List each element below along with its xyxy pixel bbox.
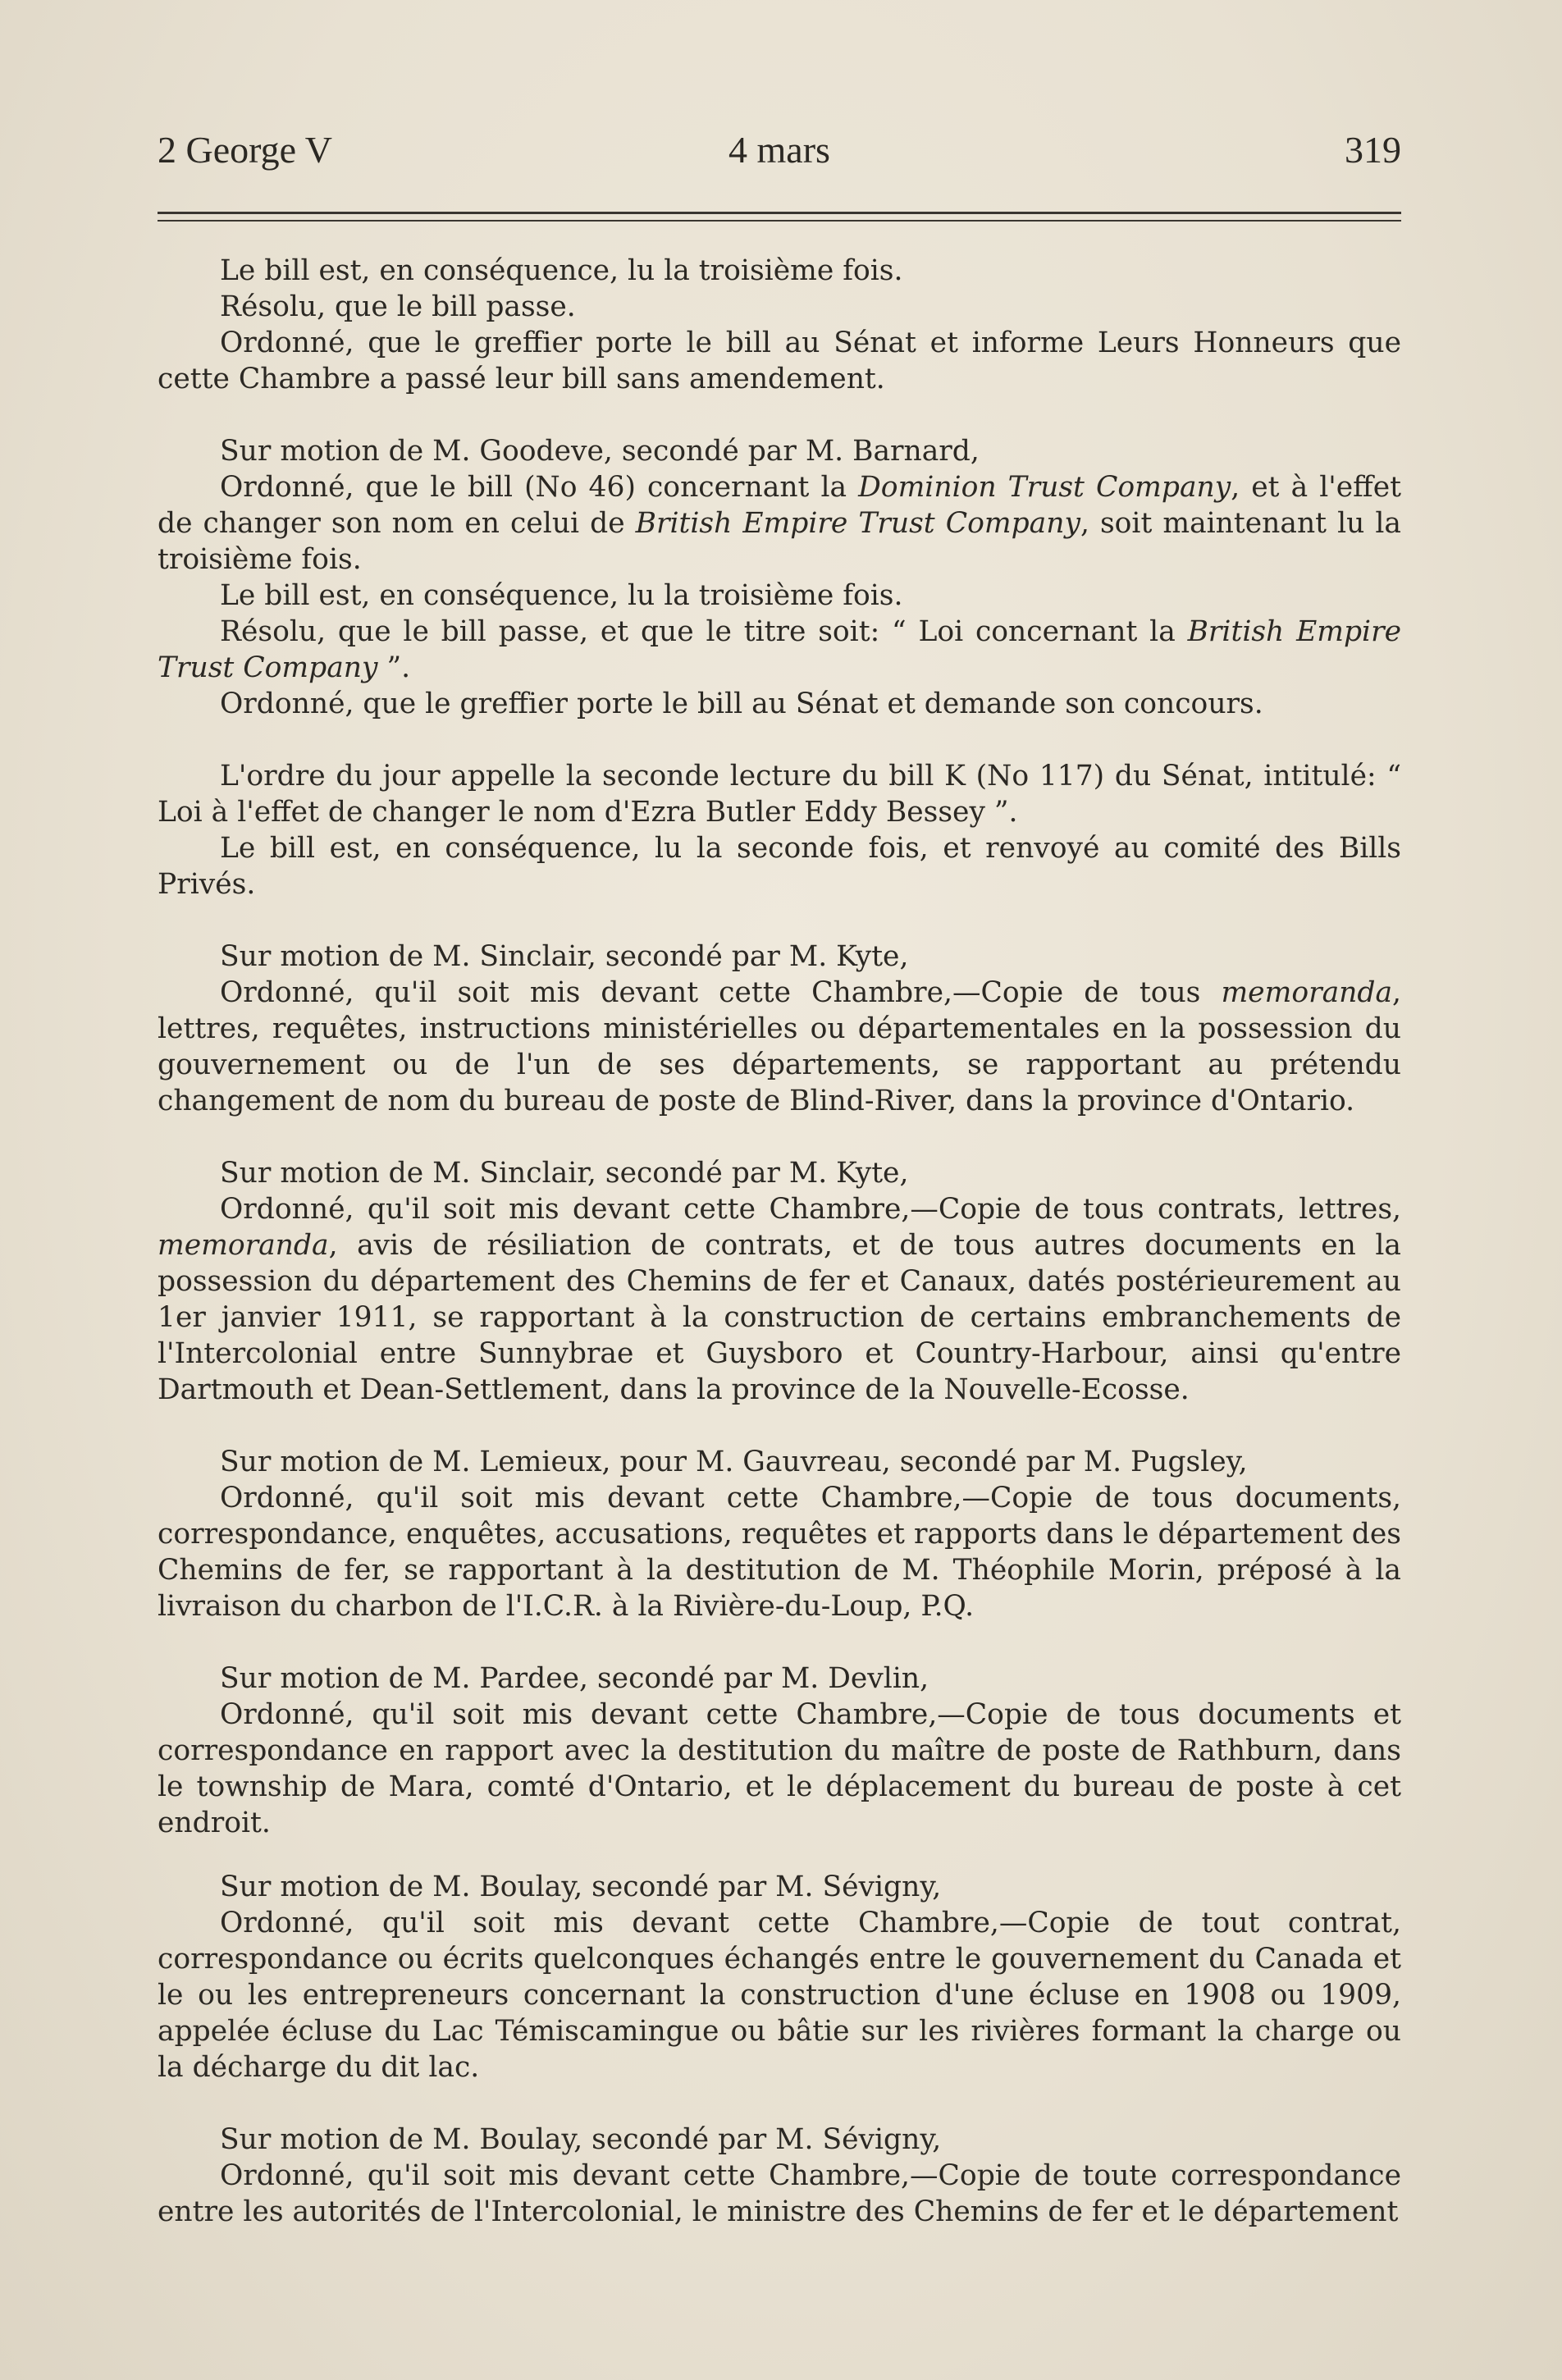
running-header — [158, 128, 1401, 177]
paragraph: Le bill est, en conséquence, lu la troisième fois. — [220, 254, 903, 287]
paragraph: Ordonné, qu'il soit mis devant cette Chambre,—Copie de tous contrats, lettres, memoranda, avis de résiliation de contrats, et de tous autres documents en la possession du département des Chemins de fer et Canaux, datés postérieurement au 1er janvier 1911, se rapportant à la construction de certains embranchements de l'Intercolonial entre Sunnybrae et Guysboro et Country-Harbour, ainsi qu'entre Dartmouth et Dean-Settlement, dans la province de la Nouvelle-Ecosse. — [158, 1193, 1401, 1406]
paragraph: Le bill est, en conséquence, lu la seconde fois, et renvoyé au comité des Bills Privés. — [158, 832, 1401, 901]
block-2 — [158, 433, 1401, 722]
spacer — [158, 722, 1401, 758]
header-rule-top — [158, 212, 1401, 214]
block-4 — [158, 939, 1401, 1119]
header-rule-bottom — [158, 220, 1401, 222]
paragraph: Résolu, que le bill passe. — [220, 290, 576, 323]
spacer — [158, 1624, 1401, 1661]
block-9 — [158, 2122, 1401, 2230]
block-3 — [158, 758, 1401, 902]
document-body — [158, 253, 1401, 2230]
spacer — [158, 2085, 1401, 2122]
spacer — [158, 1841, 1401, 1869]
paragraph: Ordonné, que le greffier porte le bill au Sénat et demande son concours. — [220, 688, 1263, 720]
date-label: 4 mars — [728, 129, 830, 171]
paragraph: Sur motion de M. Pardee, secondé par M. Devlin, — [220, 1662, 929, 1695]
paragraph: Résolu, que le bill passe, et que le titre soit: “ Loi concernant la British Empire Trust Company ”. — [158, 615, 1402, 684]
block-7 — [158, 1661, 1401, 1841]
session-label: 2 George V — [158, 129, 332, 171]
block-8 — [158, 1869, 1401, 2085]
paragraph: Sur motion de M. Sinclair, secondé par M. Kyte, — [220, 1157, 909, 1190]
paragraph: Ordonné, que le bill (No 46) concernant la Dominion Trust Company, et à l'effet de changer son nom en celui de British Empire Trust Company, soit maintenant lu la troisième fois. — [158, 471, 1401, 576]
paragraph: L'ordre du jour appelle la seconde lecture du bill K (No 117) du Sénat, intitulé: “ Loi à l'effet de changer le nom d'Ezra Butler Eddy Bessey ”. — [158, 760, 1401, 829]
paragraph: Sur motion de M. Boulay, secondé par M. Sévigny, — [220, 2123, 942, 2156]
block-6 — [158, 1444, 1401, 1624]
spacer — [158, 902, 1401, 939]
spacer — [158, 1408, 1401, 1444]
paragraph: Le bill est, en conséquence, lu la troisième fois. — [220, 579, 903, 612]
paragraph: Ordonné, que le greffier porte le bill au Sénat et informe Leurs Honneurs que cette Chambre a passé leur bill sans amendement. — [158, 327, 1401, 395]
spacer — [158, 397, 1401, 433]
block-1 — [158, 253, 1401, 397]
paragraph: Ordonné, qu'il soit mis devant cette Chambre,—Copie de tous documents, correspondance, enquêtes, accusations, requêtes et rapports dans le département des Chemins de fer, se rapportant à la destitution de M. Théophile Morin, préposé à la livraison du charbon de l'I.C.R. à la Rivière-du-Loup, P.Q. — [158, 1482, 1401, 1623]
paragraph: Ordonné, qu'il soit mis devant cette Chambre,—Copie de toute correspondance entre les autorités de l'Intercolonial, le ministre des Chemins de fer et le département — [158, 2159, 1401, 2228]
paragraph: Sur motion de M. Lemieux, pour M. Gauvreau, secondé par M. Pugsley, — [220, 1446, 1248, 1478]
page-number: 319 — [1345, 129, 1401, 171]
block-5 — [158, 1155, 1401, 1408]
spacer — [158, 1119, 1401, 1155]
paragraph: Sur motion de M. Sinclair, secondé par M. Kyte, — [220, 940, 909, 973]
paragraph: Ordonné, qu'il soit mis devant cette Chambre,—Copie de tout contrat, correspondance ou écrits quelconques échangés entre le gouvernement du Canada et le ou les entrepreneurs concernant la construction d'une écluse en 1908 ou 1909, appelée écluse du Lac Témiscamingue ou bâtie sur les rivières formant la charge ou la décharge du dit lac. — [158, 1907, 1401, 2084]
paragraph: Ordonné, qu'il soit mis devant cette Chambre,—Copie de tous memoranda, lettres, requêtes, instructions ministérielles ou départementales en la possession du gouvernement ou de l'un de ses départements, se rapportant au prétendu changement de nom du bureau de poste de Blind-River, dans la province d'Ontario. — [158, 976, 1401, 1117]
paragraph: Sur motion de M. Goodeve, secondé par M. Barnard, — [220, 435, 980, 468]
paragraph: Ordonné, qu'il soit mis devant cette Chambre,—Copie de tous documents et correspondance en rapport avec la destitution du maître de poste de Rathburn, dans le township de Mara, comté d'Ontario, et le déplacement du bureau de poste à cet endroit. — [158, 1698, 1401, 1839]
paragraph: Sur motion de M. Boulay, secondé par M. Sévigny, — [220, 1871, 942, 1903]
